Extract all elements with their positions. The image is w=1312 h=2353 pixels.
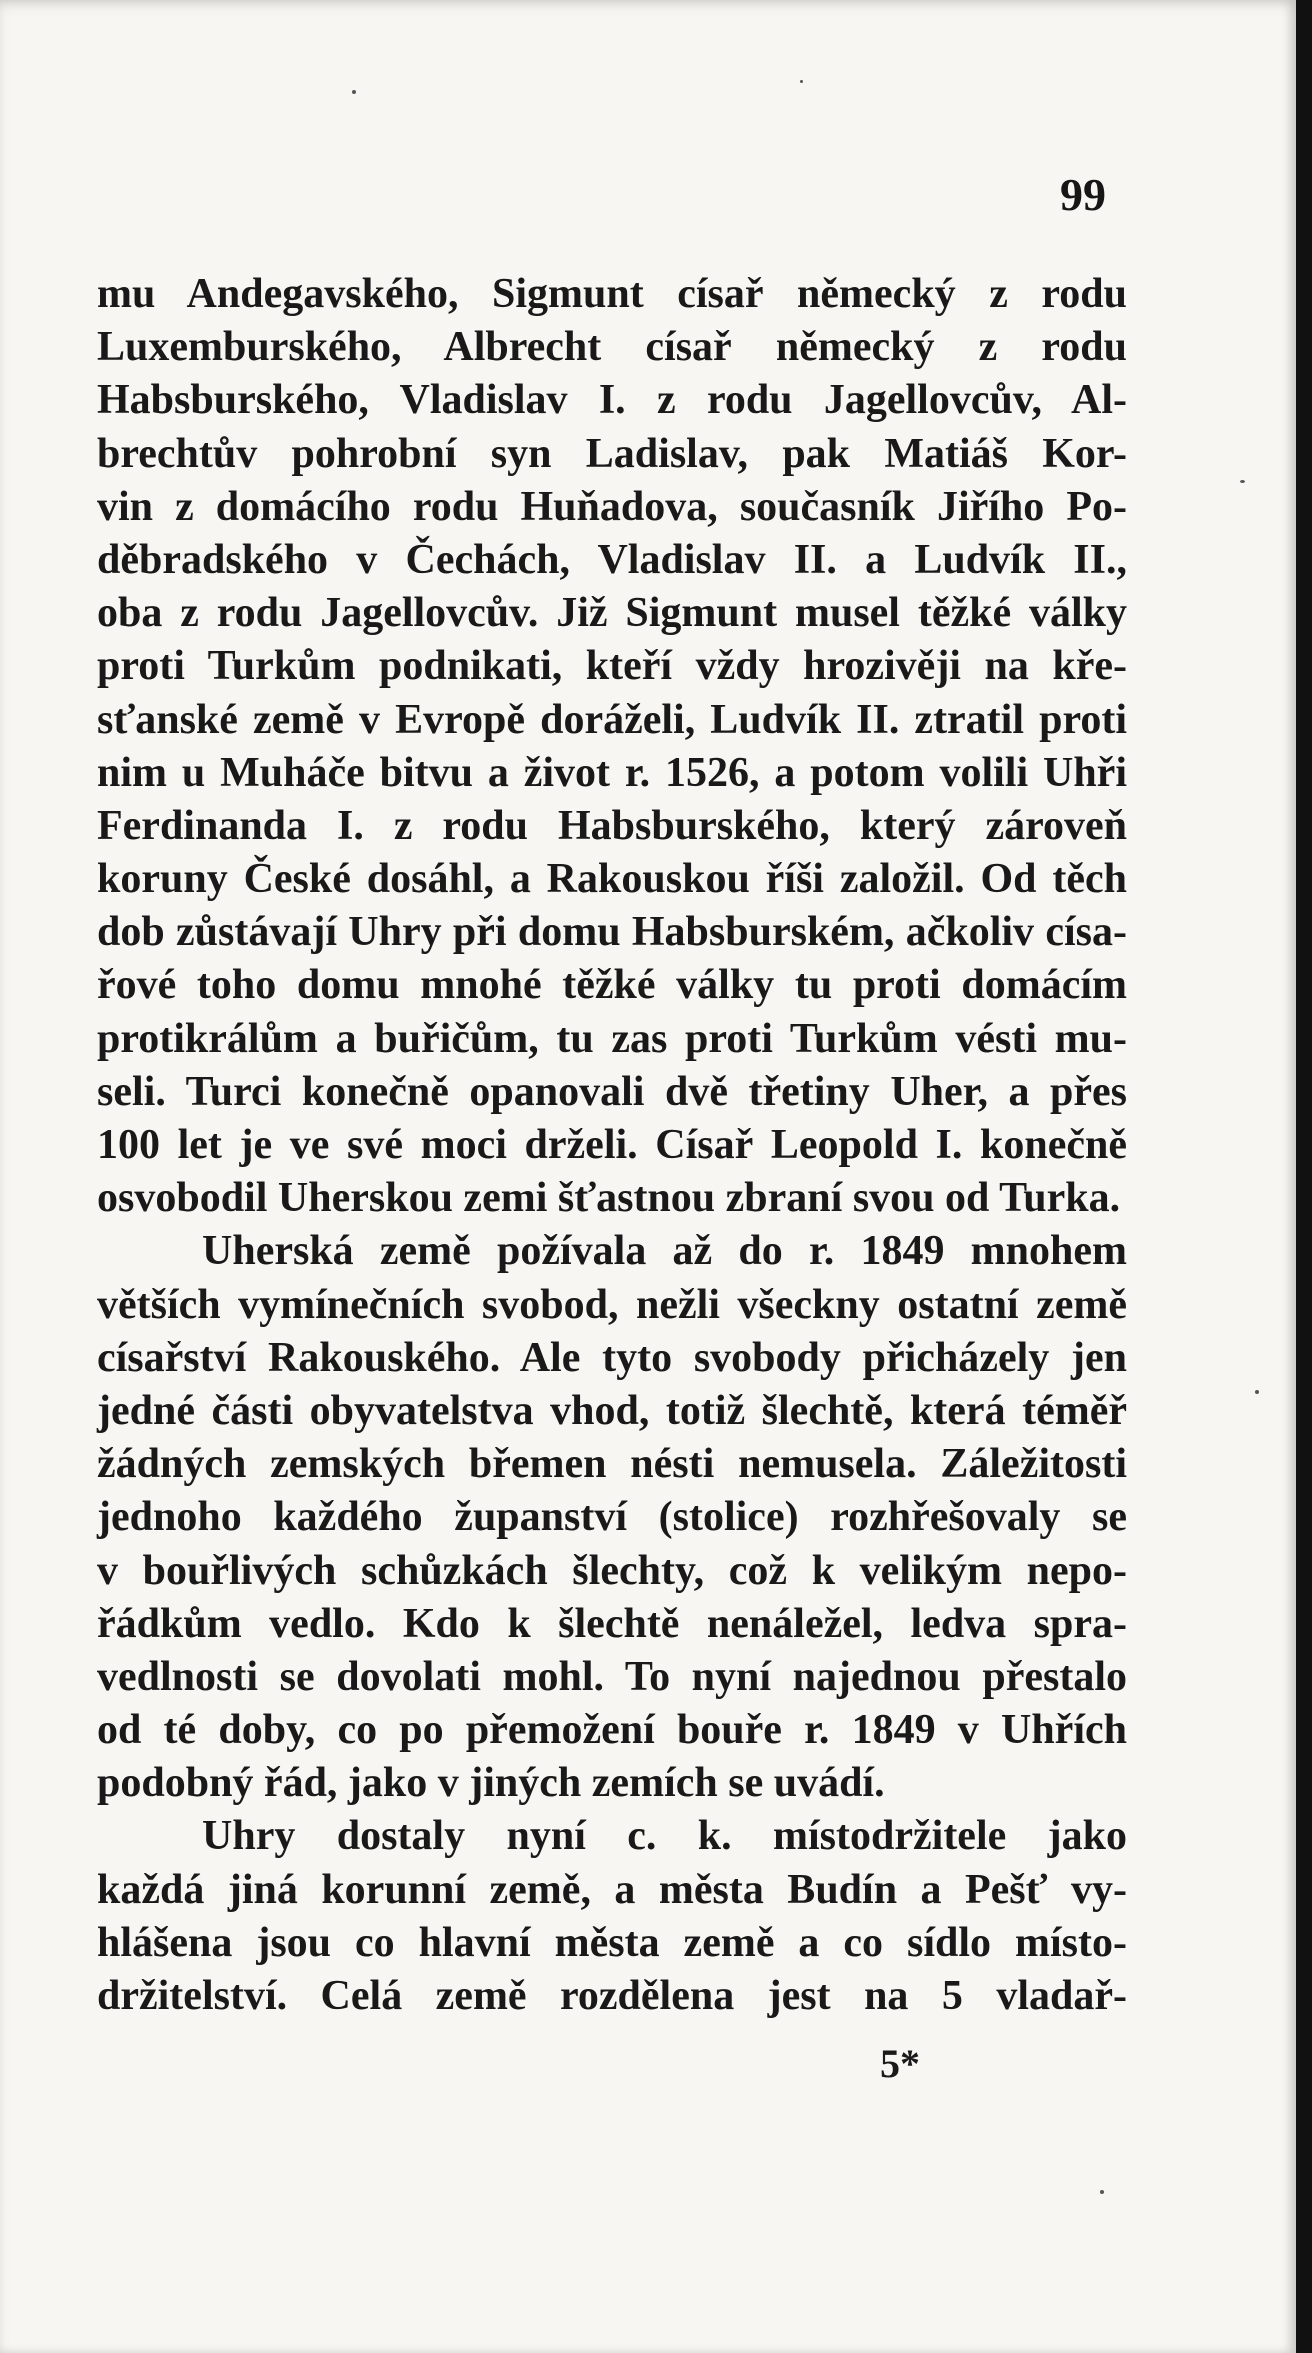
text-line: vedlnosti se dovolati mohl. To nyní najednou přestalo: [97, 1653, 1127, 1700]
text-line: protikrálům a buřičům, tu zas proti Turkům vésti mu-: [97, 1015, 1127, 1062]
text-line: Luxemburského, Albrecht císař německý z rodu: [97, 324, 1127, 371]
text-line: žádných zemských břemen nésti nemusela. Záležitosti: [97, 1441, 1127, 1488]
text-line: císařství Rakouského. Ale tyto svobody přicházely jen: [97, 1334, 1127, 1381]
text-line: jedné části obyvatelstva vhod, totiž šlechtě, která téměř: [97, 1387, 1127, 1434]
paper-speck: [352, 90, 356, 94]
text-line: v bouřlivých schůzkách šlechty, což k velikým nepo-: [97, 1547, 1127, 1594]
paragraph-first-line: Uherská země požívala až do r. 1849 mnohem: [202, 1228, 1127, 1275]
text-line: nim u Muháče bitvu a život r. 1526, a potom volili Uhři: [97, 749, 1127, 796]
paper-speck: [1255, 1390, 1259, 1394]
text-line: sťanské země v Evropě doráželi, Ludvík II. ztratil proti: [97, 696, 1127, 743]
text-line: podobný řád, jako v jiných zemích se uvádí.: [97, 1760, 885, 1807]
text-line: proti Turkům podnikati, kteří vždy hrozivěji na kře-: [97, 643, 1127, 690]
paper-speck: [800, 80, 803, 83]
text-line: větších vymínečních svobod, nežli všeckny ostatní země: [97, 1281, 1127, 1328]
text-line: držitelství. Celá země rozdělena jest na 5 vladař-: [97, 1973, 1127, 2019]
paper-speck: [1100, 2190, 1104, 2194]
page-number: 99: [1060, 169, 1106, 220]
paragraph-first-line: Uhry dostaly nyní c. k. místodržitele jako: [202, 1813, 1127, 1860]
text-line: Ferdinanda I. z rodu Habsburského, který zároveň: [97, 802, 1127, 849]
text-line: 100 let je ve své moci drželi. Císař Leopold I. konečně: [97, 1122, 1127, 1168]
signature-mark: 5*: [880, 2041, 920, 2086]
text-line: Habsburského, Vladislav I. z rodu Jagellovcův, Al-: [97, 377, 1127, 424]
text-line: dob zůstávají Uhry při domu Habsburském, ačkoliv císa-: [97, 909, 1127, 956]
text-line: seli. Turci konečně opanovali dvě třetiny Uher, a přes: [97, 1068, 1127, 1115]
body-text: [97, 268, 1127, 2023]
text-line: děbradského v Čechách, Vladislav II. a Ludvík II.,: [97, 536, 1127, 583]
text-line: oba z rodu Jagellovcův. Již Sigmunt musel těžké války: [97, 590, 1127, 637]
text-line: od té doby, co po přemožení bouře r. 1849 v Uhřích: [97, 1707, 1127, 1754]
text-line: řádkům vedlo. Kdo k šlechtě nenáležel, ledva spra-: [97, 1600, 1127, 1647]
paper-speck: [1240, 480, 1245, 483]
text-line: každá jiná korunní země, a města Budín a Pešť vy-: [97, 1866, 1127, 1913]
page-edge: [1296, 0, 1312, 2353]
text-line: hlášena jsou co hlavní města země a co sídlo místo-: [97, 1919, 1127, 1966]
text-line: brechtův pohrobní syn Ladislav, pak Matiáš Kor-: [97, 430, 1127, 477]
text-line: osvobodil Uherskou zemi šťastnou zbraní svou od Turka.: [97, 1175, 1121, 1222]
text-line: řové toho domu mnohé těžké války tu proti domácím: [97, 962, 1127, 1009]
text-line: vin z domácího rodu Huňadova, současník Jiřího Po-: [97, 483, 1127, 530]
text-line: koruny České dosáhl, a Rakouskou říši založil. Od těch: [97, 856, 1127, 903]
text-line: mu Andegavského, Sigmunt císař německý z rodu: [97, 271, 1127, 317]
text-line: jednoho každého županství (stolice) rozhřešovaly se: [97, 1494, 1127, 1541]
